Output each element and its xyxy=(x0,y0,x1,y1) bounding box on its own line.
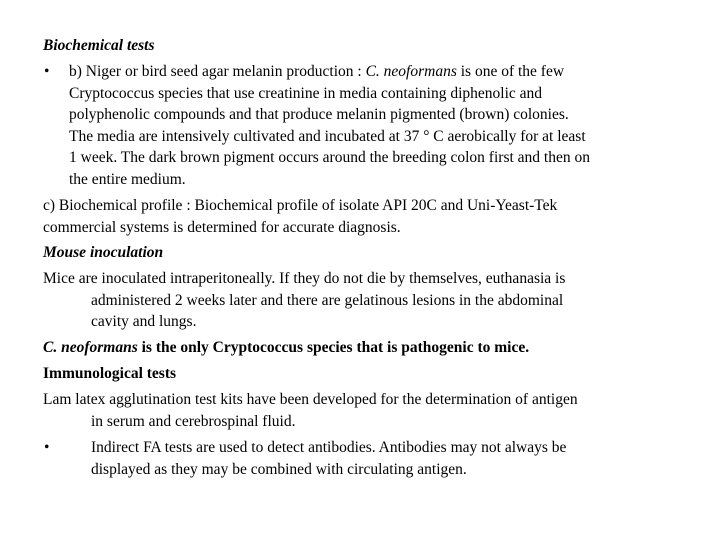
item-b-line-1-rest: is one of the few xyxy=(456,63,565,80)
mouse-line-2: administered 2 weeks later and there are gelatinous lesions in the abdominal xyxy=(91,291,564,309)
pathogenic-rest: is the only Cryptococcus species that is pathogenic to mice. xyxy=(137,339,530,356)
latex-line-1: Lam latex agglutination test kits have been developed for the determination of antigen xyxy=(43,391,578,408)
fa-line-2: displayed as they may be combined with circulating antigen. xyxy=(91,460,467,478)
latex-line-2: in serum and cerebrospinal fluid. xyxy=(91,412,296,430)
fa-line-1: Indirect FA tests are used to detect antibodies. Antibodies may not always be xyxy=(91,439,567,456)
item-b-line-4: The media are intensively cultivated and incubated at 37 ° C aerobically for at least xyxy=(69,127,586,145)
pathogenic-statement xyxy=(43,337,529,359)
item-b-line-2: Cryptococcus species that use creatinine in media containing diphenolic and xyxy=(69,84,543,102)
pathogenic-species: C. neoformans xyxy=(43,339,138,356)
item-c-line-2: commercial systems is determined for accurate diagnosis. xyxy=(43,218,401,236)
immunological-tests-heading: Immunological tests xyxy=(43,365,177,382)
item-b-line-5: 1 week. The dark brown pigment occurs around the breeding colon first and then on xyxy=(69,149,590,167)
mouse-line-3: cavity and lungs. xyxy=(91,313,197,331)
item-b-line-1 xyxy=(69,61,564,83)
bullet-item-b: • xyxy=(44,63,50,80)
item-b-prefix: b) Niger or bird seed agar melanin production : xyxy=(69,63,366,80)
biochemical-tests-heading: Biochemical tests xyxy=(43,37,155,54)
item-c-line-1: c) Biochemical profile : Biochemical profile of isolate API 20C and Uni-Yeast-Tek xyxy=(43,197,558,214)
item-b-line-3: polyphenolic compounds and that produce melanin pigmented (brown) colonies. xyxy=(69,106,569,124)
item-b-line-6: the entire medium. xyxy=(69,171,186,188)
item-b-species: C. neoformans xyxy=(365,63,457,80)
mouse-line-1: Mice are inoculated intraperitoneally. If they do not die by themselves, euthanasia is xyxy=(43,270,566,287)
mouse-inoculation-heading: Mouse inoculation xyxy=(43,244,164,261)
bullet-fa: • xyxy=(44,439,50,456)
